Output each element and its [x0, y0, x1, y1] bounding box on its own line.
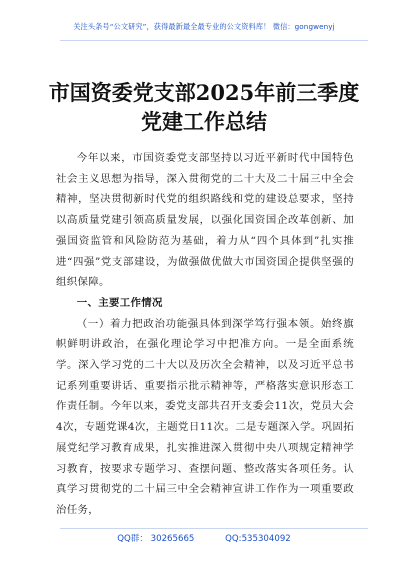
header-divider [60, 40, 368, 41]
section-heading: 一、主要工作情况 [76, 296, 163, 309]
footer [0, 532, 408, 544]
footer-qq-group: QQ群： 30265665 [117, 534, 195, 544]
header-note: 关注头条号“公文研究”，获得最新最全最专业的公文资料库！ 微信：gongwenyj [73, 22, 335, 31]
footer-divider [60, 528, 368, 529]
intro-paragraph: 今年以来，市国资委党支部坚持以习近平新时代中国特色社会主义思想为指导，深入贯彻党的二十大及二十届三中全会精神，坚决贯彻新时代党的组织路线和党的建设总要求，坚持以高质量党建引领高质量发展，以强化国资国企改革创新、加强国资监管和风险防范为基础，着力从“四个具体到”扎实推进“四强”党支部建设，为做强做优做大市国资国企提供坚强的组织保障。 [56, 152, 354, 289]
footer-qq-contact: QQ:535304092 [225, 534, 291, 544]
section-paragraph: （一）着力把政治功能强具体到深学笃行强本领。始终旗帜鲜明讲政治，在强化理论学习中把准方向。一是全面系统学。深入学习党的二十大以及历次全会精神，以及习近平总书记系列重要讲话、重要指示批示精神等，严格落实意识形态工作责任制。今年以来，委党支部共召开支委会11次，党员大会4次，专题党课4次，主题党日11次。二是专题深入学。巩固拓展党纪学习教育成果，扎实推进深入贯彻中央八项规定精神学习教育，按要求专题学习、查摆问题、整改落实各项任务。认真学习贯彻党的二十届三中全会精神宣讲工作作为一项重要政治任务， [56, 317, 354, 516]
document-body [56, 148, 354, 521]
document-title: 市国资委党支部2025年前三季度党建工作总结 [48, 80, 360, 134]
